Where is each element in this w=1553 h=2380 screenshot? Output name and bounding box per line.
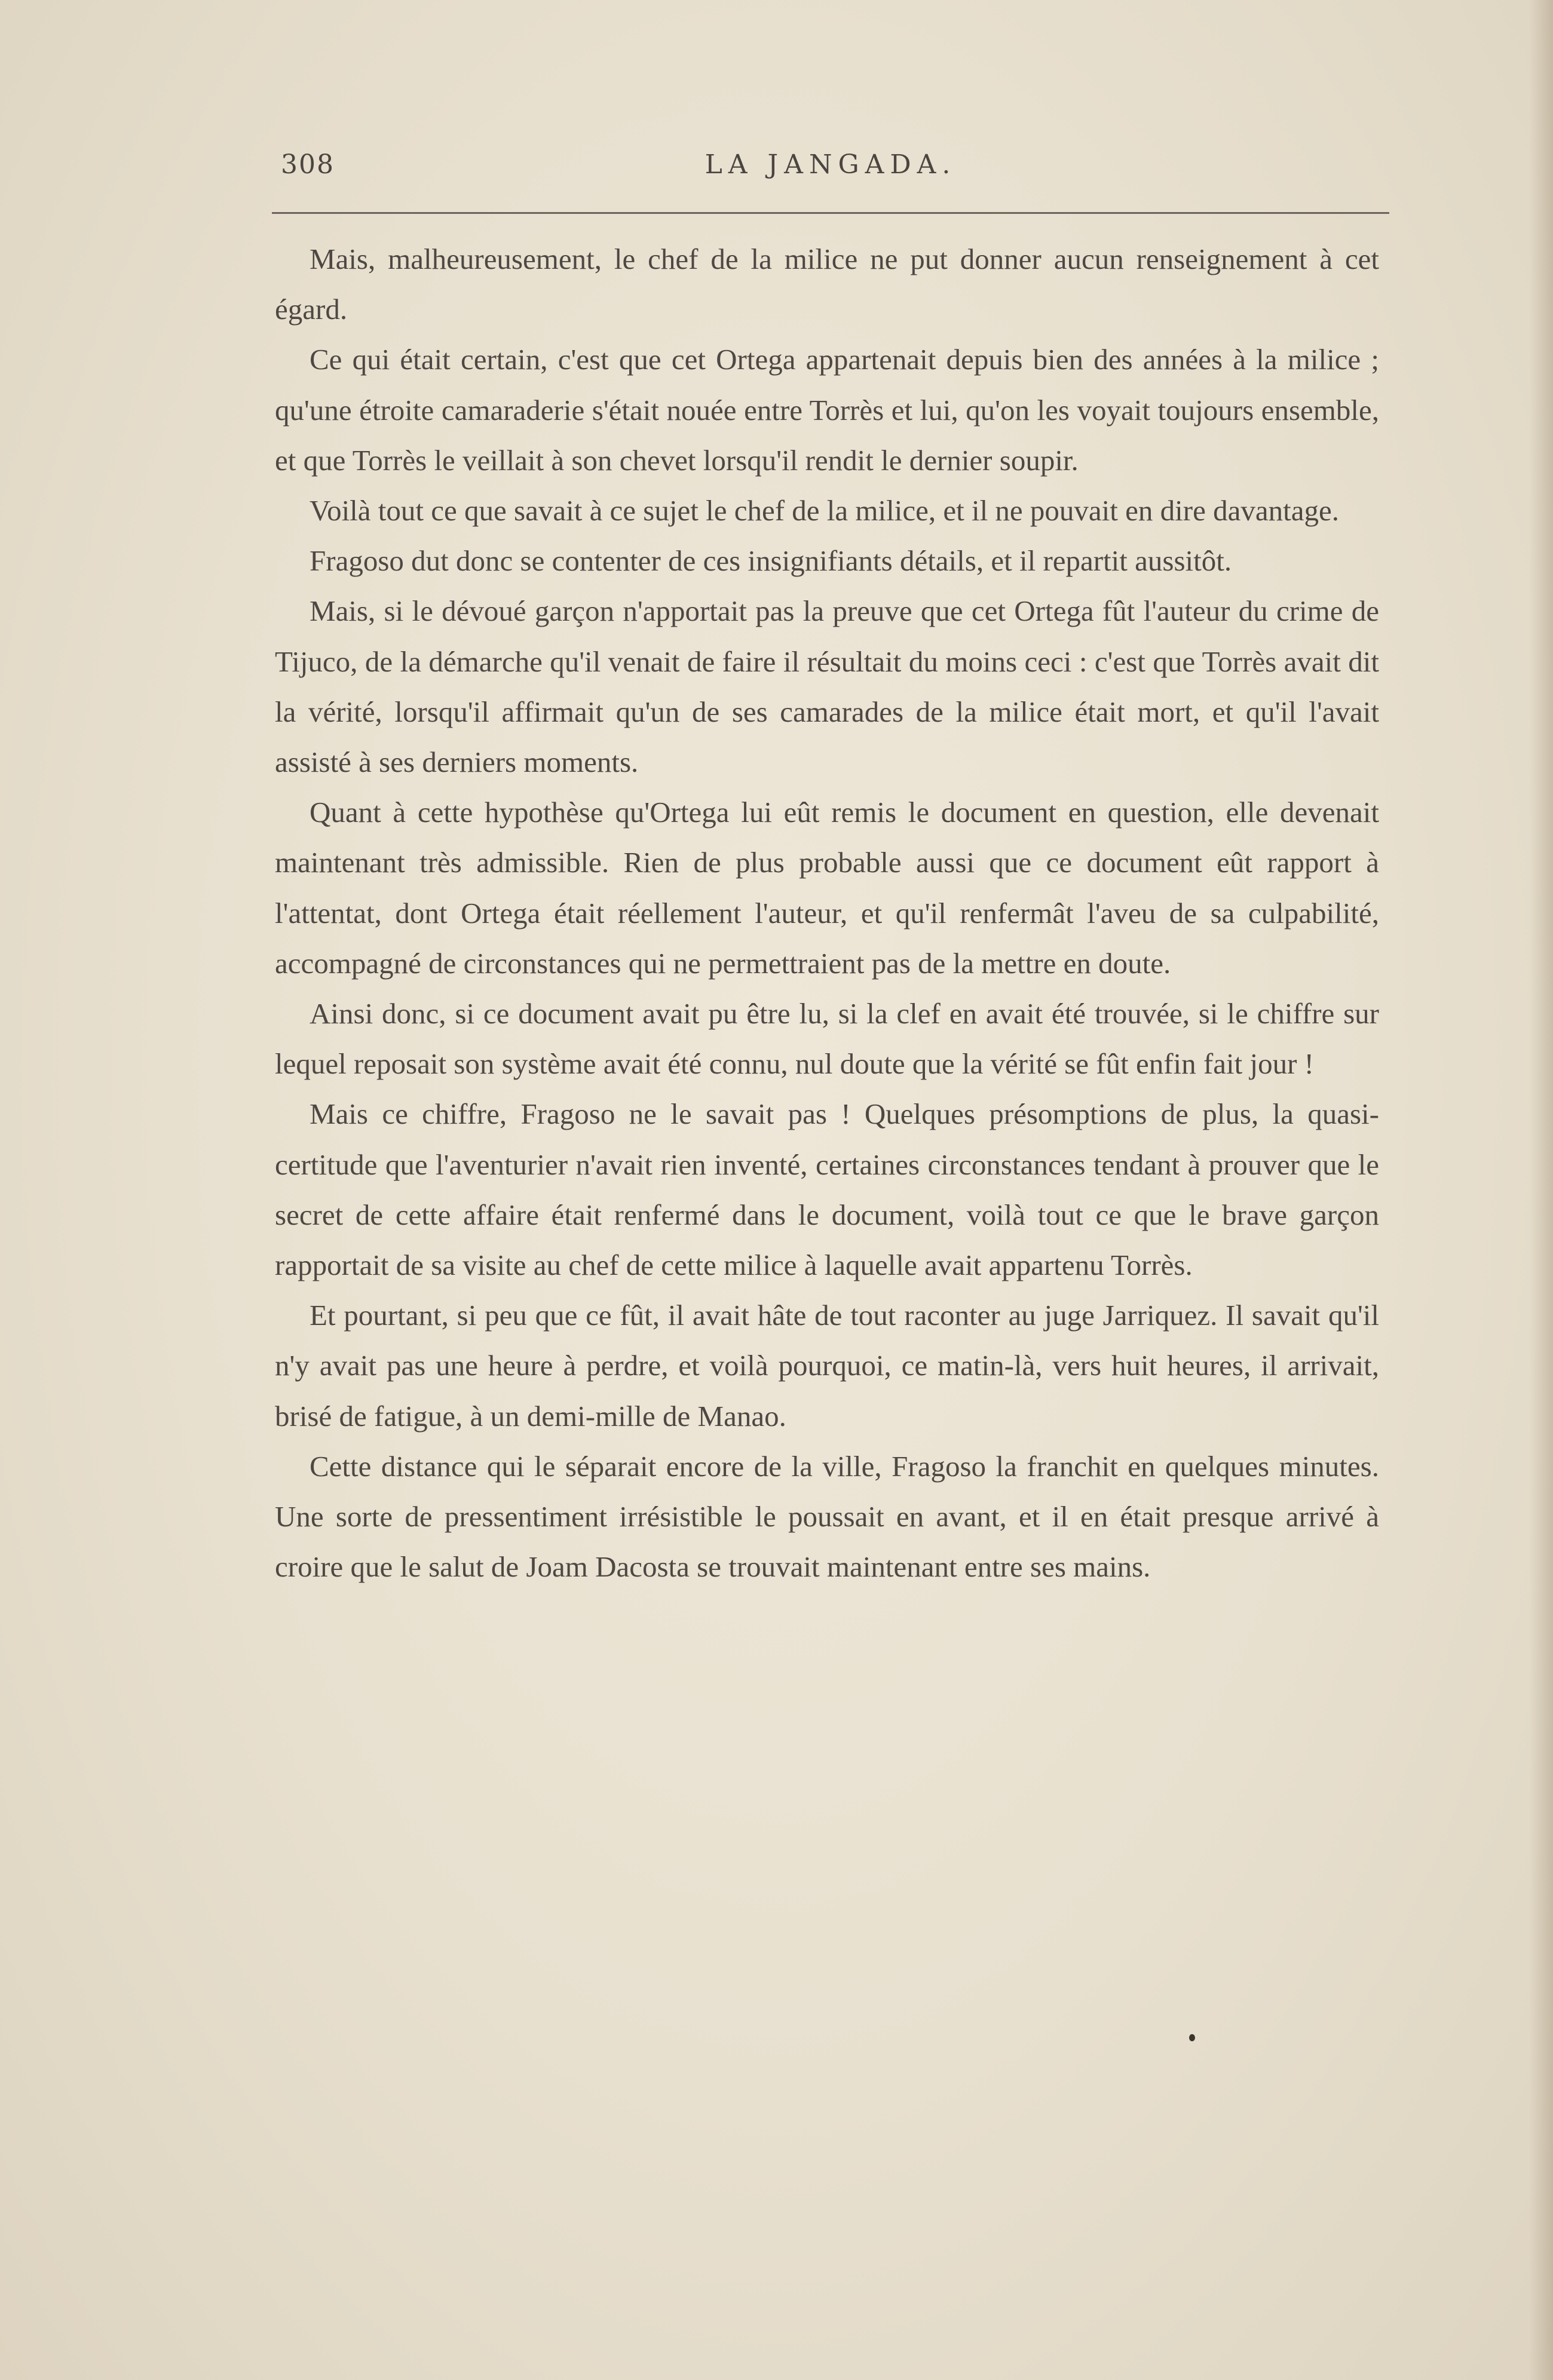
paragraph: Ce qui était certain, c'est que cet Ortega appartenait depuis bien des années à la milice ; qu'une étroite camaraderie s'était nouée entre Torrès et lui, qu'on les voyait toujours ensemble, et que Torrès le veillait à son chevet lorsqu'il rendit le dernier soupir. <box>275 343 1379 477</box>
page-edge-shadow <box>1529 0 1553 2380</box>
paragraph: Quant à cette hypothèse qu'Ortega lui eût remis le document en question, elle devenait maintenant très admissible. Rien de plus probable aussi que ce document eût rapport à l'attentat, dont Ortega était réellement l'auteur, et qu'il renfermât l'aveu de sa culpabilité, accompagné de circonstances qui ne permettraient pas de la mettre en doute. <box>275 796 1379 980</box>
body-text <box>275 234 1379 1592</box>
paragraph: Mais, si le dévoué garçon n'apportait pas la preuve que cet Ortega fût l'auteur du crime de Tijuco, de la démarche qu'il venait de faire il résultait du moins ceci : c'est que Torrès avait dit la vérité, lorsqu'il affirmait qu'un de ses camarades de la milice était mort, et qu'il l'avait assisté à ses derniers moments. <box>275 594 1379 779</box>
paragraph: Fragoso dut donc se contenter de ces insignifiants détails, et il repartit aussitôt. <box>310 544 1232 578</box>
paragraph: Ainsi donc, si ce document avait pu être lu, si la clef en avait été trouvée, si le chiffre sur lequel reposait son système avait été connu, nul doute que la vérité se fût enfin fait jour ! <box>275 997 1379 1081</box>
paragraph: Mais ce chiffre, Fragoso ne le savait pas ! Quelques présomptions de plus, la quasi-certitude que l'aventurier n'avait rien inventé, certaines circonstances tendant à prouver que le secret de cette affaire était renfermé dans le document, voilà tout ce que le brave garçon rapportait de sa visite au chef de cette milice à laquelle avait appartenu Torrès. <box>275 1097 1379 1282</box>
header-rule <box>272 212 1389 214</box>
page-number: 308 <box>281 149 335 180</box>
ink-speck <box>1189 2034 1195 2041</box>
paragraph: Mais, malheureusement, le chef de la milice ne put donner aucun renseignement à cet égard. <box>275 243 1379 326</box>
running-title: LA JANGADA. <box>704 149 957 180</box>
running-header <box>275 149 1386 197</box>
paragraph: Voilà tout ce que savait à ce sujet le chef de la milice, et il ne pouvait en dire davantage. <box>310 494 1339 527</box>
paragraph: Cette distance qui le séparait encore de la ville, Fragoso la franchit en quelques minutes. Une sorte de pressentiment irrésistible le poussait en avant, et il en était presque arrivé à croire que le salut de Joam Dacosta se trouvait maintenant entre ses mains. <box>275 1449 1379 1584</box>
paragraph: Et pourtant, si peu que ce fût, il avait hâte de tout raconter au juge Jarriquez. Il savait qu'il n'y avait pas une heure à perdre, et voilà pourquoi, ce matin-là, vers huit heures, il arrivait, brisé de fatigue, à un demi-mille de Manao. <box>275 1299 1379 1433</box>
